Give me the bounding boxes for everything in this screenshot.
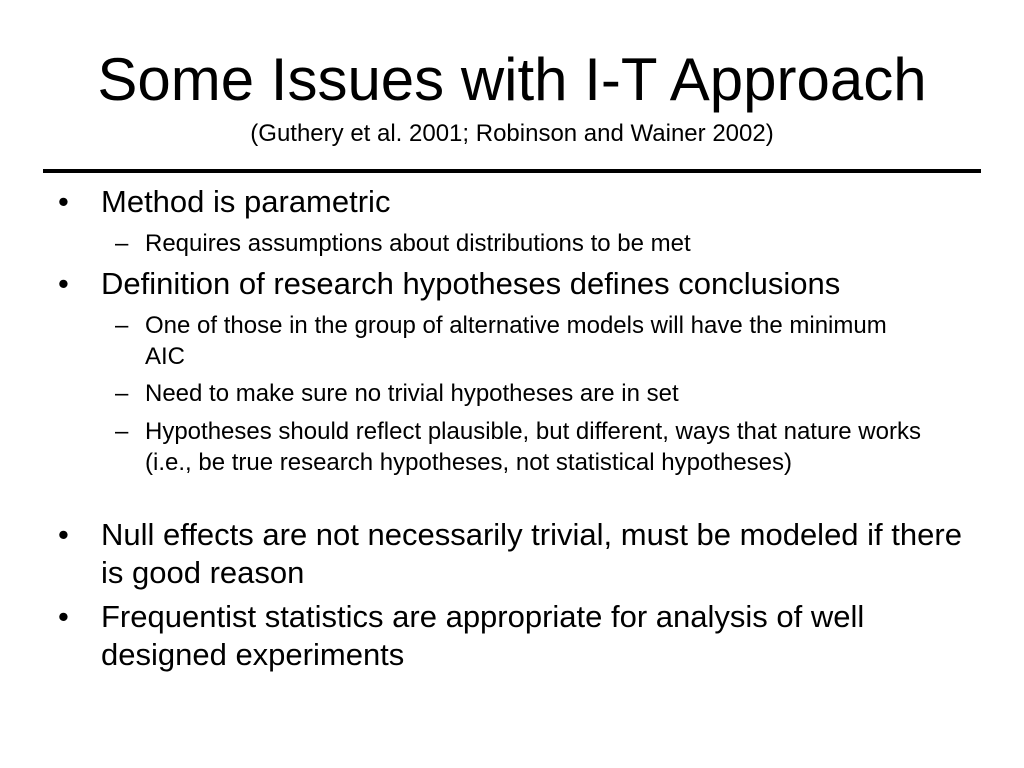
sub-bullet-text: Requires assumptions about distributions to be met — [145, 230, 691, 257]
dash-icon: – — [115, 380, 129, 407]
dash-icon: – — [115, 418, 129, 445]
dash-icon: – — [115, 230, 129, 257]
bullet-text: Frequentist statistics are appropriate for analysis of well designed experiments — [101, 599, 865, 672]
bullet-text: Definition of research hypotheses defines conclusions — [101, 266, 841, 301]
sub-bullet-text: One of those in the group of alternative models will have the minimum AIC — [145, 312, 887, 370]
sub-bullet-text: Hypotheses should reflect plausible, but different, ways that nature works (i.e., be true research hypotheses, not statistical hypotheses) — [145, 418, 921, 476]
sub-bullet-text: Need to make sure no trivial hypotheses are in set — [145, 380, 679, 407]
bullet-icon: • — [58, 184, 69, 219]
slide-subtitle: (Guthery et al. 2001; Robinson and Wainer 2002) — [250, 120, 774, 147]
dash-icon: – — [115, 312, 129, 339]
slide-title: Some Issues with I-T Approach — [97, 46, 927, 113]
bullet-text: Null effects are not necessarily trivial, must be modeled if there is good reason — [101, 517, 962, 590]
bullet-icon: • — [58, 266, 69, 301]
bullet-icon: • — [58, 599, 69, 634]
bullet-icon: • — [58, 517, 69, 552]
title-divider — [43, 169, 981, 173]
bullet-text: Method is parametric — [101, 184, 391, 219]
